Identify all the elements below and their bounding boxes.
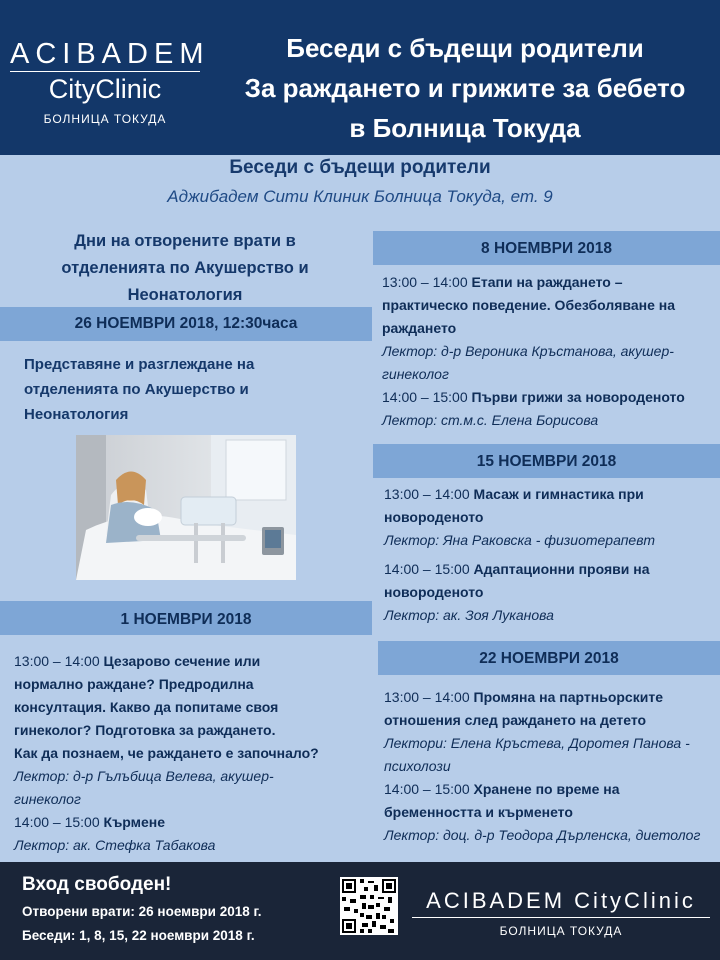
logo-rule — [10, 71, 200, 72]
acibadem-logo — [10, 38, 210, 126]
session-title: новороденото — [384, 509, 484, 525]
title-line-1: Беседи с бъдещи родители — [286, 33, 644, 63]
session-line — [382, 271, 718, 294]
session-title: бременността и кърменето — [384, 804, 573, 820]
open-days-description — [24, 352, 324, 427]
free-entry: Вход свободен! — [22, 874, 172, 895]
lecturer: Лектор: Яна Раковска - физиотерапевт — [384, 532, 656, 548]
lecturer: Лектор: д-р Вероника Кръстанова, акушер- — [382, 343, 674, 359]
session-title: практическо поведение. Обезболяване на — [382, 297, 675, 313]
date-band-8-nov: 8 НОЕМВРИ 2018 — [373, 231, 720, 265]
intro-line: отделенията по Акушерство и — [61, 259, 309, 277]
location: Аджибадем Сити Клиник Болница Токуда, ет. 9 — [167, 187, 553, 206]
title-line-3: в Болница Токуда — [349, 113, 581, 143]
session-title: Как да познаем, че раждането е започнало? — [14, 745, 319, 761]
lecturer: Лектори: Елена Кръстева, Доротея Панова - — [384, 735, 690, 751]
logo-brand: ACIBADEM — [10, 38, 210, 70]
session-block-15-nov — [384, 483, 718, 627]
date-band-1-nov: 1 НОЕМВРИ 2018 — [0, 601, 372, 635]
session-title: Масаж и гимнастика при — [473, 486, 644, 502]
session-time: 14:00 – 15:00 — [14, 814, 104, 830]
session-time: 14:00 – 15:00 — [382, 389, 472, 405]
session-line — [384, 778, 718, 801]
session-line — [382, 386, 718, 409]
series-title: Беседи с бъдещи родители — [229, 157, 491, 178]
qr-code-icon[interactable] — [340, 877, 398, 935]
session-line — [14, 650, 359, 673]
date-band-15-nov: 15 НОЕМВРИ 2018 — [373, 444, 720, 478]
logo-hospital: БОЛНИЦА ТОКУДА — [43, 112, 167, 126]
session-block-1-nov — [14, 650, 359, 857]
session-title: Промяна на партньорските — [473, 689, 663, 705]
date-band-26-nov: 26 НОЕМВРИ 2018, 12:30часа — [0, 307, 372, 341]
lecturer: Лектор: ак. Зоя Луканова — [384, 607, 554, 623]
session-title: Първи грижи за новороденото — [471, 389, 685, 405]
session-time: 13:00 – 14:00 — [384, 689, 474, 705]
desc-line: отделенията по Акушерство и — [24, 381, 249, 398]
session-title: раждането — [382, 320, 457, 336]
intro-line: Дни на отворените врати в — [74, 232, 296, 250]
header-banner — [0, 0, 720, 155]
session-time: 14:00 – 15:00 — [384, 781, 474, 797]
poster-title — [215, 28, 715, 148]
session-title: отношения след раждането на детето — [384, 712, 647, 728]
session-title: Кърмене — [103, 814, 166, 830]
session-title: Етапи на раждането – — [471, 274, 623, 290]
session-line — [14, 811, 359, 834]
open-days-intro — [30, 228, 340, 309]
session-time: 13:00 – 14:00 — [14, 653, 104, 669]
footer-logo-sub: БОЛНИЦА ТОКУДА — [499, 924, 623, 938]
open-days-dates: Отворени врати: 26 ноември 2018 г. — [22, 904, 262, 919]
lecturer: психолози — [384, 758, 451, 774]
footer-logo — [412, 888, 710, 938]
date-band-22-nov: 22 НОЕМВРИ 2018 — [378, 641, 720, 675]
lecturer: Лектор: ак. Стефка Табакова — [14, 837, 216, 853]
session-line — [384, 483, 718, 506]
lecturer: Лектор: доц. д-р Теодора Дърленска, диетолог — [384, 827, 701, 843]
session-line — [384, 686, 718, 709]
session-time: 13:00 – 14:00 — [382, 274, 472, 290]
talks-dates: Беседи: 1, 8, 15, 22 ноември 2018 г. — [22, 928, 255, 943]
session-title: Цезарово сечение или — [103, 653, 261, 669]
session-title: новороденото — [384, 584, 484, 600]
footer-logo-rule — [412, 917, 710, 918]
session-title: нормално раждане? Предродилна — [14, 676, 254, 692]
session-block-22-nov — [384, 686, 718, 847]
lecturer: Лектор: ст.м.с. Елена Борисова — [382, 412, 599, 428]
session-block-8-nov — [382, 271, 718, 432]
title-line-2: За раждането и грижите за бебето — [244, 73, 686, 103]
footer-logo-text: ACIBADEM CityClinic — [426, 888, 696, 913]
session-title: консултация. Какво да попитаме своя — [14, 699, 279, 715]
desc-line: Представяне и разглеждане на — [24, 356, 255, 373]
intro-line: Неонатология — [127, 286, 243, 304]
logo-clinic: CityClinic — [48, 74, 162, 104]
lecturer: гинеколог — [382, 366, 449, 382]
session-line — [384, 558, 718, 581]
session-title: Адаптационни прояви на — [473, 561, 650, 577]
session-title: Хранене по време на — [473, 781, 620, 797]
footer-banner — [0, 862, 720, 960]
session-title: гинеколог? Подготовка за раждането. — [14, 722, 276, 738]
session-time: 14:00 – 15:00 — [384, 561, 474, 577]
lecturer: гинеколог — [14, 791, 81, 807]
lecturer: Лектор: д-р Гълъбица Велева, акушер- — [14, 768, 274, 784]
mother-newborn-photo — [76, 435, 296, 580]
session-time: 13:00 – 14:00 — [384, 486, 474, 502]
desc-line: Неонатология — [24, 406, 129, 423]
